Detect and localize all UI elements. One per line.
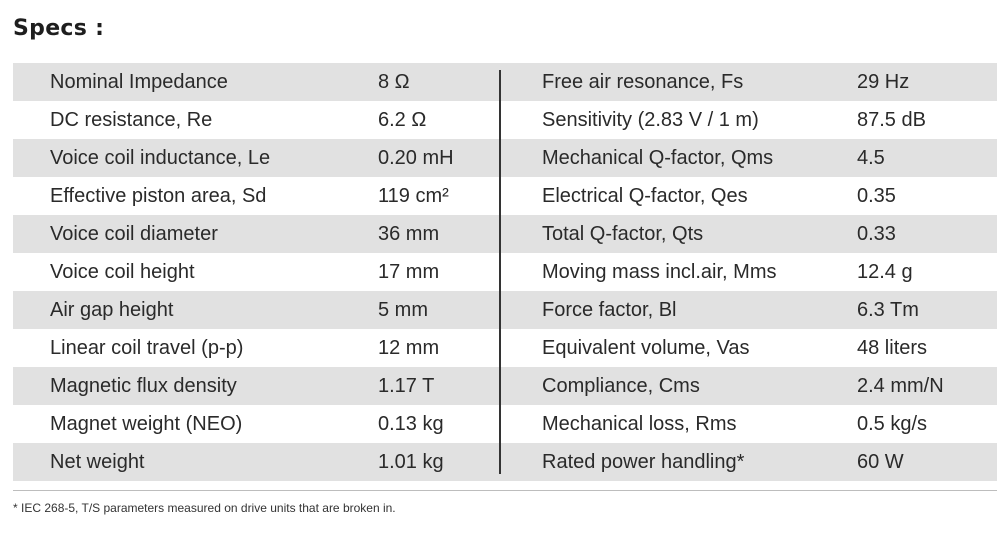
spec-value: 17 mm	[378, 261, 440, 283]
spec-value: 36 mm	[378, 223, 440, 245]
spec-row-air-gap-height	[13, 291, 997, 329]
spec-value: 8 Ω	[378, 71, 410, 93]
spec-label: Effective piston area, Sd	[50, 185, 267, 207]
spec-label: Compliance, Cms	[542, 375, 700, 397]
spec-value: 6.2 Ω	[378, 109, 427, 131]
spec-label: Air gap height	[50, 299, 174, 321]
spec-row-magnet-weight	[13, 405, 997, 443]
page-title: Specs :	[13, 16, 105, 41]
spec-value: 0.5 kg/s	[857, 413, 928, 435]
spec-label: Magnet weight (NEO)	[50, 413, 243, 435]
spec-value: 87.5 dB	[857, 109, 926, 131]
spec-label: Mechanical loss, Rms	[542, 413, 737, 435]
spec-value: 6.3 Tm	[857, 299, 919, 321]
spec-label: DC resistance, Re	[50, 109, 213, 131]
spec-row-nominal-impedance	[13, 63, 997, 101]
spec-label: Voice coil inductance, Le	[50, 147, 271, 169]
spec-value: 1.01 kg	[378, 451, 444, 473]
spec-label: Sensitivity (2.83 V / 1 m)	[542, 109, 759, 131]
spec-label: Electrical Q-factor, Qes	[542, 185, 748, 207]
spec-value: 1.17 T	[378, 375, 435, 397]
spec-label: Linear coil travel (p-p)	[50, 337, 244, 359]
spec-value: 48 liters	[857, 337, 928, 359]
spec-value: 12.4 g	[857, 261, 913, 283]
spec-row-voice-coil-height	[13, 253, 997, 291]
spec-row-net-weight	[13, 443, 997, 481]
spec-label: Voice coil diameter	[50, 223, 218, 245]
column-divider	[499, 70, 501, 474]
footnote-rule	[13, 490, 997, 491]
spec-row-voice-coil-inductance	[13, 139, 997, 177]
spec-label: Equivalent volume, Vas	[542, 337, 750, 359]
spec-value: 0.13 kg	[378, 413, 444, 435]
spec-label: Force factor, Bl	[542, 299, 677, 321]
spec-label: Total Q-factor, Qts	[542, 223, 704, 245]
spec-value: 29 Hz	[857, 71, 910, 93]
spec-value: 12 mm	[378, 337, 440, 359]
spec-label: Free air resonance, Fs	[542, 71, 744, 93]
footnote: * IEC 268-5, T/S parameters measured on drive units that are broken in.	[13, 501, 396, 515]
spec-row-magnetic-flux-density	[13, 367, 997, 405]
spec-label: Nominal Impedance	[50, 71, 228, 93]
spec-label: Rated power handling*	[542, 451, 745, 473]
spec-value: 5 mm	[378, 299, 428, 321]
spec-row-voice-coil-diameter	[13, 215, 997, 253]
spec-row-effective-piston-area	[13, 177, 997, 215]
spec-value: 0.35	[857, 185, 896, 207]
spec-value: 119 cm²	[378, 185, 449, 207]
spec-row-dc-resistance	[13, 101, 997, 139]
spec-row-linear-coil-travel	[13, 329, 997, 367]
spec-label: Moving mass incl.air, Mms	[542, 261, 777, 283]
spec-value: 0.33	[857, 223, 896, 245]
spec-label: Magnetic flux density	[50, 375, 237, 397]
spec-label: Net weight	[50, 451, 145, 473]
spec-value: 2.4 mm/N	[857, 375, 944, 397]
specs-table	[13, 63, 997, 481]
spec-value: 0.20 mH	[378, 147, 454, 169]
spec-value: 60 W	[857, 451, 904, 473]
spec-label: Mechanical Q-factor, Qms	[542, 147, 774, 169]
spec-value: 4.5	[857, 147, 885, 169]
spec-label: Voice coil height	[50, 261, 195, 283]
